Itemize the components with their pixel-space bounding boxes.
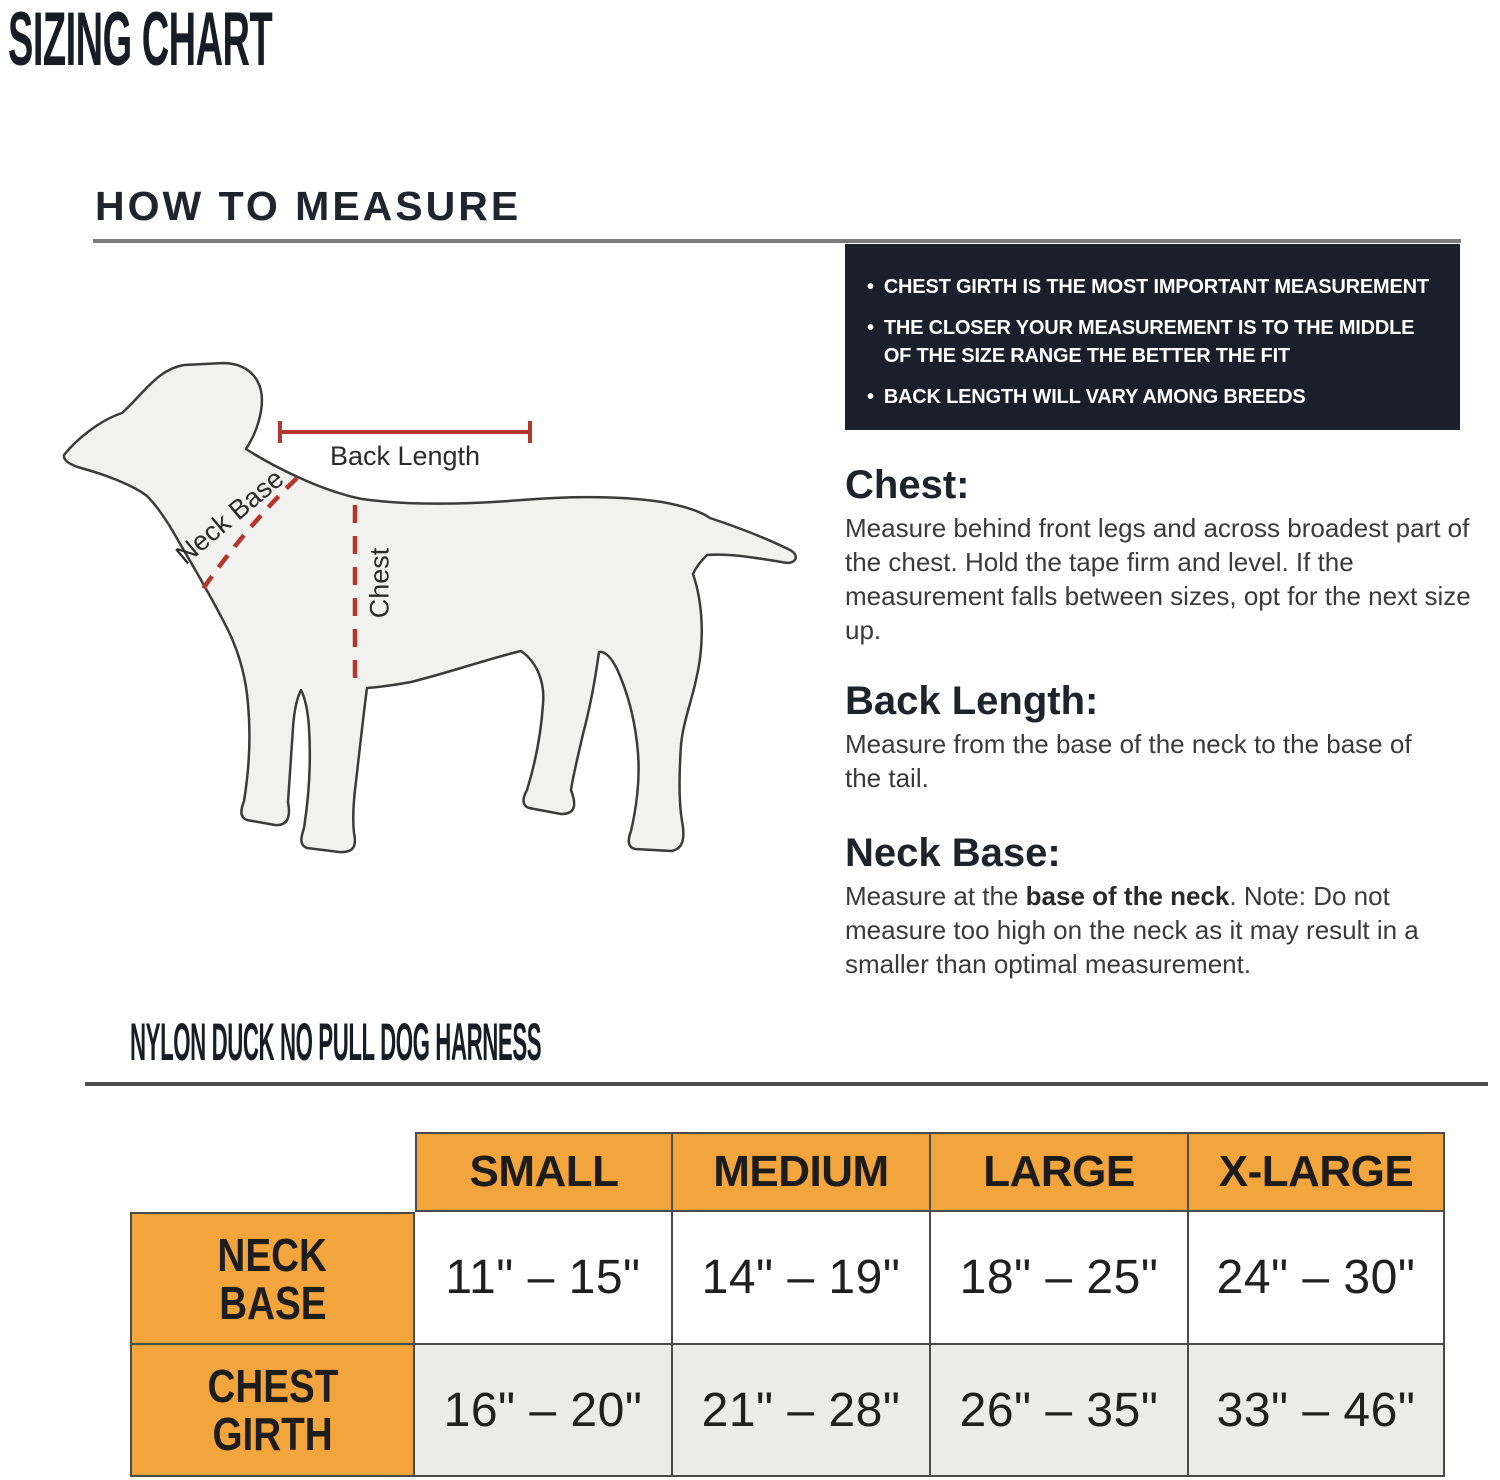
measurement-notes-box [845, 244, 1460, 430]
dog-measurement-diagram [50, 355, 810, 865]
neck-base-instruction-heading: Neck Base: [845, 831, 1061, 875]
back-length-measure-line [280, 421, 530, 443]
how-to-measure-heading: HOW TO MEASURE [95, 183, 522, 229]
neck-base-label: Neck Base [170, 463, 290, 571]
chest-instruction-text: Measure behind front legs and across broadest part of the chest. Hold the tape firm and level. If the measurement falls between sizes, opt for the next size up. [845, 513, 1471, 645]
column-header-small: SMALL [415, 1132, 673, 1212]
neck-base-large-value: 18" – 25" [931, 1212, 1189, 1345]
neck-base-x-large-value: 24" – 30" [1189, 1212, 1445, 1345]
neck-base-medium-value: 14" – 19" [673, 1212, 931, 1345]
measure-note-text: • THE CLOSER YOUR MEASUREMENT IS TO THE MIDDLE OF THE SIZE RANGE THE BETTER THE FIT [883, 317, 1415, 367]
chest-girth-large-value: 26" – 35" [931, 1345, 1189, 1477]
page-title [8, 0, 536, 82]
back-length-instruction-text: Measure from the base of the neck to the base of the tail. [845, 729, 1412, 793]
neck-base-small-value: 11" – 15" [415, 1212, 673, 1345]
row-header-neck-base [130, 1212, 415, 1345]
neck-base-instruction-bold: base of the neck [1025, 881, 1230, 911]
back-length-label: Back Length [329, 441, 481, 471]
chest-girth-medium-value: 21" – 28" [673, 1345, 931, 1477]
chest-girth-small-value: 16" – 20" [415, 1345, 673, 1477]
page-title-text: SIZING CHART [8, 0, 273, 82]
back-length-instruction-body [845, 727, 1425, 795]
back-length-instruction-heading: Back Length: [845, 679, 1099, 723]
row-header-line: CHEST [207, 1360, 338, 1412]
row-header-chest-girth [130, 1345, 415, 1477]
table-corner-cell [130, 1132, 415, 1212]
neck-base-instruction-text: Measure at the [845, 881, 1026, 911]
row-header-line: BASE [218, 1276, 327, 1329]
measure-note-text: • CHEST GIRTH IS THE MOST IMPORTANT MEASUREMENT [883, 276, 1429, 298]
dog-outline [64, 363, 796, 852]
neck-base-instruction-text-after: . Note: Do not measure too high on the neck as it may result in a smaller than optimal measurement. [845, 881, 1419, 979]
neck-base-instruction-body [845, 879, 1425, 981]
table-divider [85, 1082, 1488, 1086]
measure-note [867, 383, 1446, 411]
column-header-x-large: X-LARGE [1189, 1132, 1445, 1212]
measure-note [867, 314, 1446, 370]
chest-instruction-heading: Chest: [845, 463, 970, 507]
measure-note-text: • BACK LENGTH WILL VARY AMONG BREEDS [883, 386, 1306, 408]
dog-silhouette-illustration [50, 355, 810, 865]
measure-note [867, 273, 1446, 301]
chest-instruction-body [845, 511, 1490, 647]
section-divider [93, 239, 1461, 243]
product-heading-text: NYLON DUCK NO PULL DOG HARNESS [130, 1013, 542, 1072]
size-table [130, 1132, 1445, 1477]
column-header-medium: MEDIUM [673, 1132, 931, 1212]
column-header-large: LARGE [931, 1132, 1189, 1212]
row-header-line: NECK [217, 1228, 328, 1281]
chest-label: Chest [364, 547, 395, 619]
product-heading [130, 1013, 1109, 1072]
chest-girth-x-large-value: 33" – 46" [1189, 1345, 1445, 1477]
row-header-line: GIRTH [212, 1408, 333, 1460]
